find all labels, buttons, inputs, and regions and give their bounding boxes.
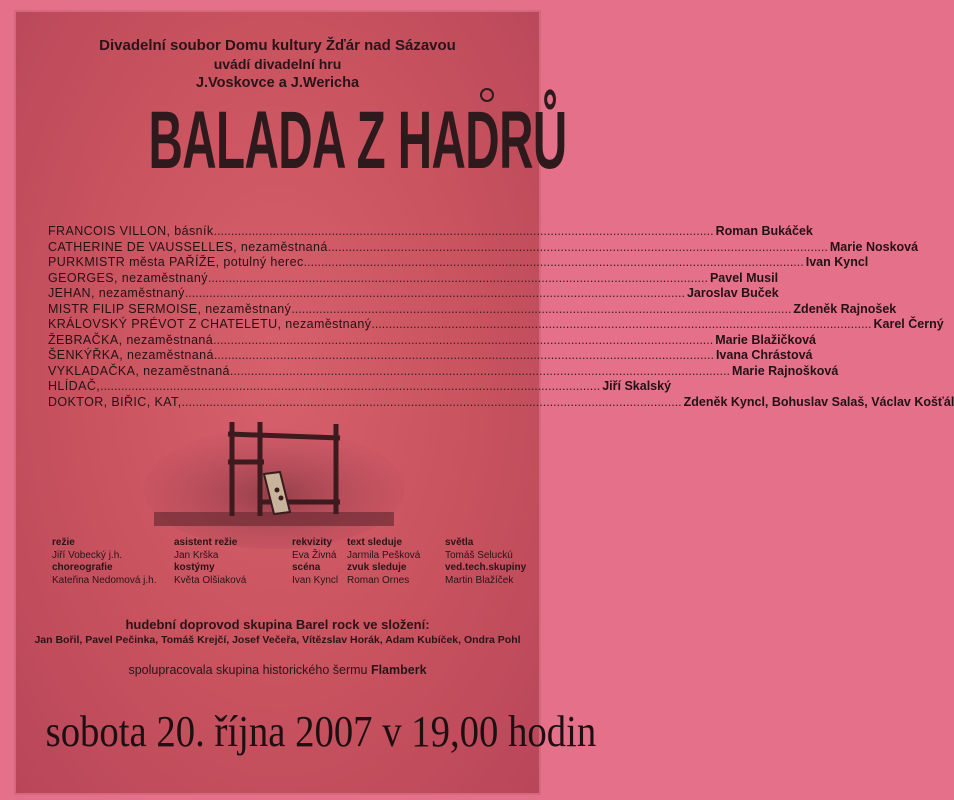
crew-column [52,537,157,587]
crew-name: Roman Ornes [347,574,410,586]
cast-role: PURKMISTR města PAŘÍŽE, potulný herec [48,255,304,269]
dot-leader [185,286,685,302]
crew-heading: zvuk sleduje [347,562,407,573]
crew-name: Tomáš Seluckú [445,549,513,561]
cast-actor: Zdeněk Kyncl, Bohuslav Salaš, Václav Košťál [683,394,954,409]
crew-column [347,537,420,587]
cast-row [48,270,779,287]
dot-leader [100,379,600,395]
stage-scaffold-image [144,394,404,544]
cast-row [48,317,944,333]
crew-name: Jan Krška [174,549,219,561]
dot-leader [371,317,871,333]
crew-heading: ved.tech.skupiny [445,562,527,573]
music-members-line: Jan Bořil, Pavel Pečinka, Tomáš Krejčí, Josef Večeřa, Vítězslav Horák, Adam Kubíček, Ondra Pohl [34,634,521,646]
authors-line: J.Voskovce a J.Wericha [195,75,360,91]
cast-row [48,239,919,256]
cast-row [48,286,779,302]
crew-heading: scéna [292,562,321,573]
cast-actor: Roman Bukáček [715,224,813,238]
crew-column [292,537,338,587]
dot-leader [304,255,804,271]
cast-actor: Marie Nosková [829,239,919,254]
cast-row [48,348,813,364]
dot-leader [291,302,791,318]
crew-heading: rekvizity [292,537,333,548]
cast-actor: Jiří Skalský [602,379,672,393]
crew-heading: světla [445,537,474,548]
cast-row [48,224,813,240]
cast-row [48,332,816,349]
crew-heading: choreografie [52,562,113,573]
cast-actor: Pavel Musil [709,270,779,285]
crew-name: Ivan Kyncl [292,574,339,586]
cast-actor: Marie Rajnošková [732,363,839,378]
cast-role: FRANCOIS VILLON, básník [48,224,214,238]
cast-role: ŽEBRAČKA, nezaměstnaná [48,332,214,347]
cast-role: VYKLADAČKA, nezaměstnaná [48,363,230,378]
cast-list [48,224,954,410]
crew-name: Martin Blažíček [445,574,514,586]
cooperation-text: spolupracovala skupina historického šermu [128,663,368,677]
cooperation-group: Flamberk [370,663,427,677]
crew-heading: text sleduje [347,537,403,548]
crew-column [445,537,526,587]
cast-actor: Jaroslav Buček [686,286,779,300]
crew-name: Kateřina Nedomová j.h. [52,574,157,586]
crew-column [174,537,246,587]
presents-line: uvádí divadelní hru [213,56,342,72]
crew-heading: asistent režie [174,537,238,548]
cast-row [48,301,897,318]
dot-leader [230,364,730,380]
dot-leader [214,224,714,240]
dot-leader [208,271,708,287]
cast-role: GEORGES, nezaměstnaný [48,270,208,285]
crew-name: Květa Olšiaková [174,574,247,586]
cast-role: HLÍDAČ, [48,379,101,393]
cast-role: CATHERINE DE VAUSSELLES, nezaměstnaná [48,239,328,254]
crew-name: Eva Živná [292,549,337,561]
performance-date: sobota 20. října 2007 v 19,00 hodin [45,707,597,756]
dot-leader [214,348,714,364]
cast-row [48,379,672,395]
cast-role: ŠENKÝŘKA, nezaměstnaná [48,348,214,362]
cast-actor: Zdeněk Rajnošek [793,301,897,316]
crew-heading: kostýmy [174,562,215,573]
cast-role: MISTR FILIP SERMOISE, nezaměstnaný [48,301,292,316]
cast-actor: Ivana Chrástová [715,348,813,362]
cast-row [48,363,839,380]
presenter-line: Divadelní soubor Domu kultury Žďár nad Sázavou [99,37,456,54]
music-credits [14,616,541,647]
cast-actor: Karel Černý [873,317,944,331]
cast-actor: Ivan Kyncl [805,255,869,269]
music-band-line: hudební doprovod skupina Barel rock ve složení: [125,617,430,632]
cast-row [48,255,869,271]
crew-name: Jarmila Pešková [347,549,421,561]
crew-name: Jiří Vobecký j.h. [52,549,123,561]
play-title: BALADA Z HADRŮ [148,95,567,186]
crew-heading: režie [52,537,75,548]
cast-role: KRÁLOVSKÝ PRÉVOT Z CHATELETU, nezaměstnaný [48,317,372,331]
poster [14,10,954,795]
title-ring-accent [480,88,494,102]
cast-actor: Marie Blažičková [715,332,816,347]
cast-role: DOKTOR, BIŘIC, KAT, [48,394,182,409]
dot-leader [328,240,828,256]
cast-role: JEHAN, nezaměstnaný [48,286,185,300]
dot-leader [213,333,713,349]
cooperation-line [14,663,541,677]
